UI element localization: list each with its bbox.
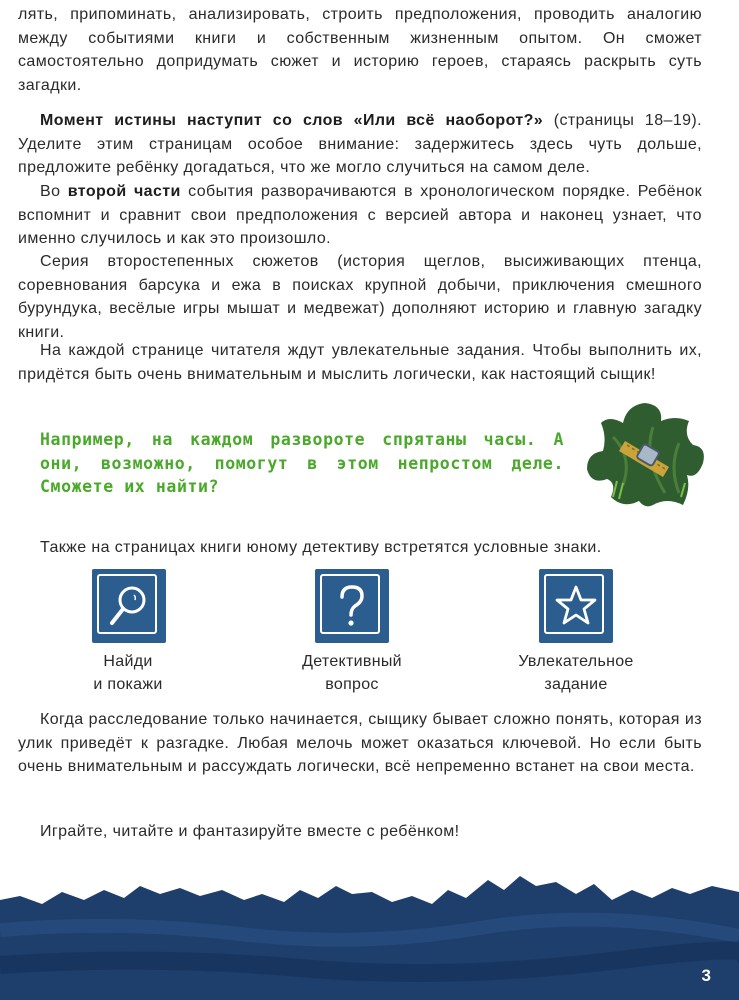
closing-line: Играйте, читайте и фантазируйте вместе с ребёнком! [40, 823, 460, 840]
moment-of-truth-text: (страницы 18–19). Уделите этим страницам особое внимание: задержитесь здесь чуть дольше, предложите ребёнку догадаться, что же могло случиться на самом деле. [18, 112, 702, 176]
symbols-intro: Также на страницах книги юному детективу встретятся условные знаки. [40, 539, 602, 556]
magnifier-icon [92, 569, 166, 643]
paragraph-side-stories: Серия второстепенных сюжетов (история щеглов, высиживающих птенца, соревнования барсука и ежа в поисках крупной добычи, приключения смешного бурундука, весёлые игры мышат и медвежат) дополняют историю и главную загадку книги. [18, 253, 702, 341]
puzzle-piece-clock-icon [583, 397, 707, 511]
symbol-detective-question-caption [252, 650, 452, 696]
second-part-phrase: второй части [67, 183, 181, 200]
symbol-exciting-task-caption [476, 650, 676, 696]
star-icon [539, 569, 613, 643]
symbol-find-and-show-caption [28, 650, 228, 696]
paragraph-second-part [18, 180, 702, 251]
second-part-text: события разворачиваются в хронологическом порядке. Ребёнок вспомнит и сравнит свои предположения с версией автора и наконец узнает, что именно случилось и как это произошло. [18, 183, 702, 247]
symbol-find-and-show [92, 569, 166, 643]
question-icon [315, 569, 389, 643]
paragraph-intro-continued: лять, припоминать, анализировать, строить предположения, проводить аналогию между событиями книги и собственным жизненным опытом. Он сможет самостоятельно допридумать сюжет и историю героев, стараясь раскрыть суть загадки. [18, 6, 702, 94]
symbol-detective-question [315, 569, 389, 643]
caption-line-2: вопрос [325, 676, 379, 693]
symbol-exciting-task [539, 569, 613, 643]
caption-line-1: Увлекательное [518, 653, 634, 670]
caption-line-1: Детективный [302, 653, 402, 670]
paragraph-tasks: На каждой странице читателя ждут увлекательные задания. Чтобы выполнить их, придётся быть очень внимательным и мыслить логически, как настоящий сыщик! [18, 342, 702, 383]
footer-torn-paper [0, 860, 739, 1000]
moment-of-truth-phrase: Момент истины наступит со слов «Или всё наоборот?» [40, 112, 544, 129]
paragraph-investigation: Когда расследование только начинается, сыщику бывает сложно понять, которая из улик приведёт к разгадке. Любая мелочь может оказаться ключевой. Но если быть очень внимательным и рассуждать логически, всё непременно встанет на свои места. [18, 711, 702, 775]
page-number: 3 [701, 966, 711, 985]
caption-line-2: и покажи [93, 676, 163, 693]
caption-line-2: задание [544, 676, 608, 693]
second-part-prefix: Во [40, 183, 68, 200]
hint-green-note: Например, на каждом развороте спрятаны часы. А они, возможно, помогут в этом непростом деле. Сможете их найти? [40, 430, 564, 496]
caption-line-1: Найди [103, 653, 153, 670]
paragraph-moment-of-truth [18, 109, 702, 180]
